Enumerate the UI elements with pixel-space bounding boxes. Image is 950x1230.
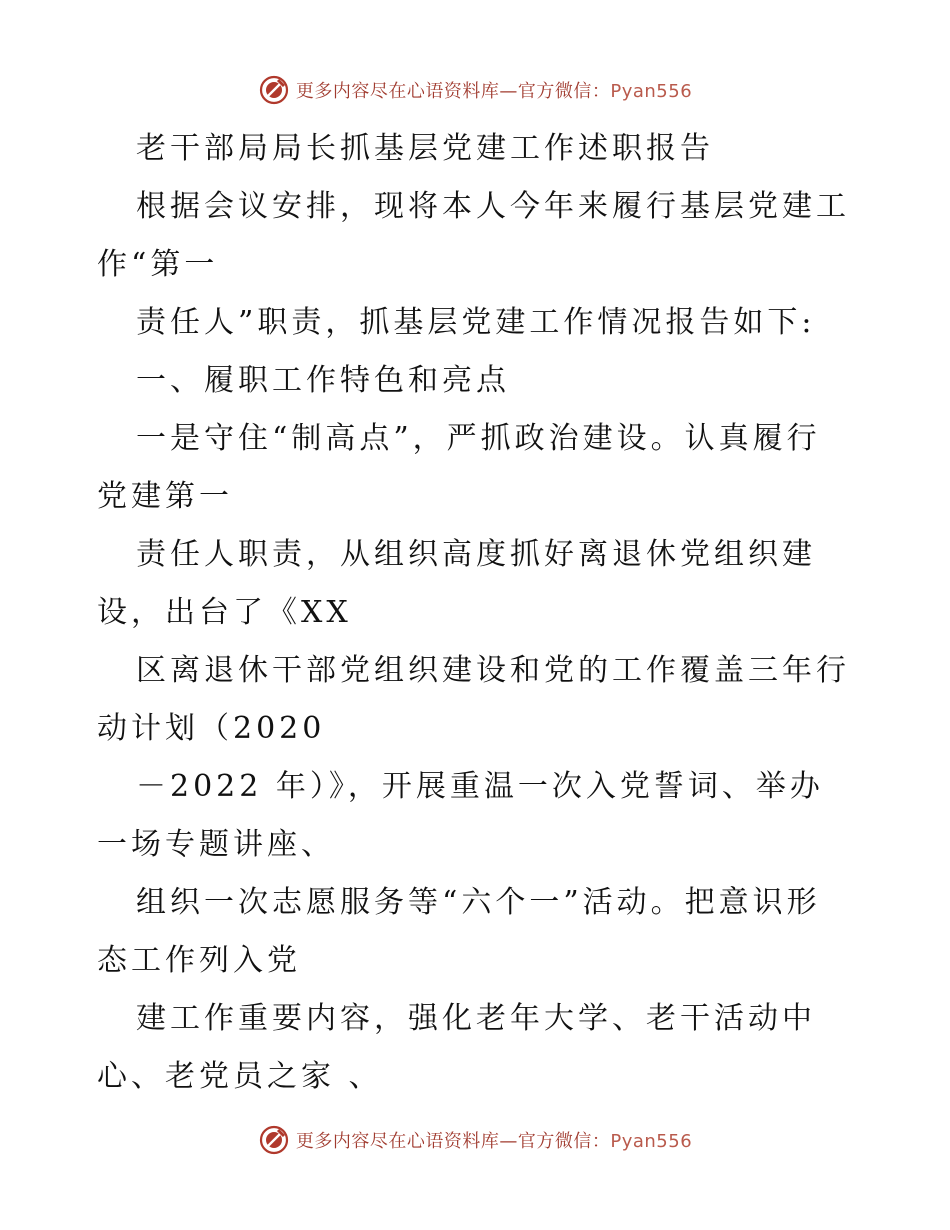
paragraph-line: 责任人”职责，抓基层党建工作情况报告如下:	[136, 305, 816, 340]
watermark-text: 更多内容尽在心语资料库—官方微信：Pyan556	[295, 1131, 693, 1152]
paragraph-line: 动计划（2020	[97, 711, 326, 746]
paragraph-line: 作“第一	[97, 247, 219, 282]
pen-logo-icon	[258, 1124, 290, 1156]
document-body	[97, 120, 877, 1106]
paragraph-line: 心、老党员之家 、	[97, 1059, 383, 1094]
paragraph-line: 区离退休干部党组织建设和党的工作覆盖三年行	[136, 653, 850, 688]
watermark-text: 更多内容尽在心语资料库—官方微信：Pyan556	[295, 81, 693, 102]
header-watermark	[0, 70, 950, 110]
paragraph-line: 一场专题讲座、	[97, 827, 335, 862]
paragraph-line: 一是守住“制高点”，严抓政治建设。认真履行	[136, 421, 821, 456]
paragraph-line: 责任人职责，从组织高度抓好离退休党组织建	[136, 537, 816, 572]
paragraph-line: 党建第一	[97, 479, 233, 514]
paragraph-line: 设，出台了《XX	[97, 595, 352, 630]
paragraph-line: 根据会议安排，现将本人今年来履行基层党建工	[136, 189, 850, 224]
footer-watermark	[0, 1120, 950, 1160]
paragraph-line: 一、履职工作特色和亮点	[136, 363, 510, 398]
pen-logo-icon	[258, 74, 290, 106]
paragraph-line: 组织一次志愿服务等“六个一”活动。把意识形	[136, 885, 821, 920]
paragraph-line: 建工作重要内容，强化老年大学、老干活动中	[136, 1001, 816, 1036]
paragraph-line: －2022 年）》，开展重温一次入党誓词、举办	[136, 769, 824, 804]
paragraph-line: 态工作列入党	[97, 943, 301, 978]
document-title: 老干部局局长抓基层党建工作述职报告	[136, 131, 714, 166]
